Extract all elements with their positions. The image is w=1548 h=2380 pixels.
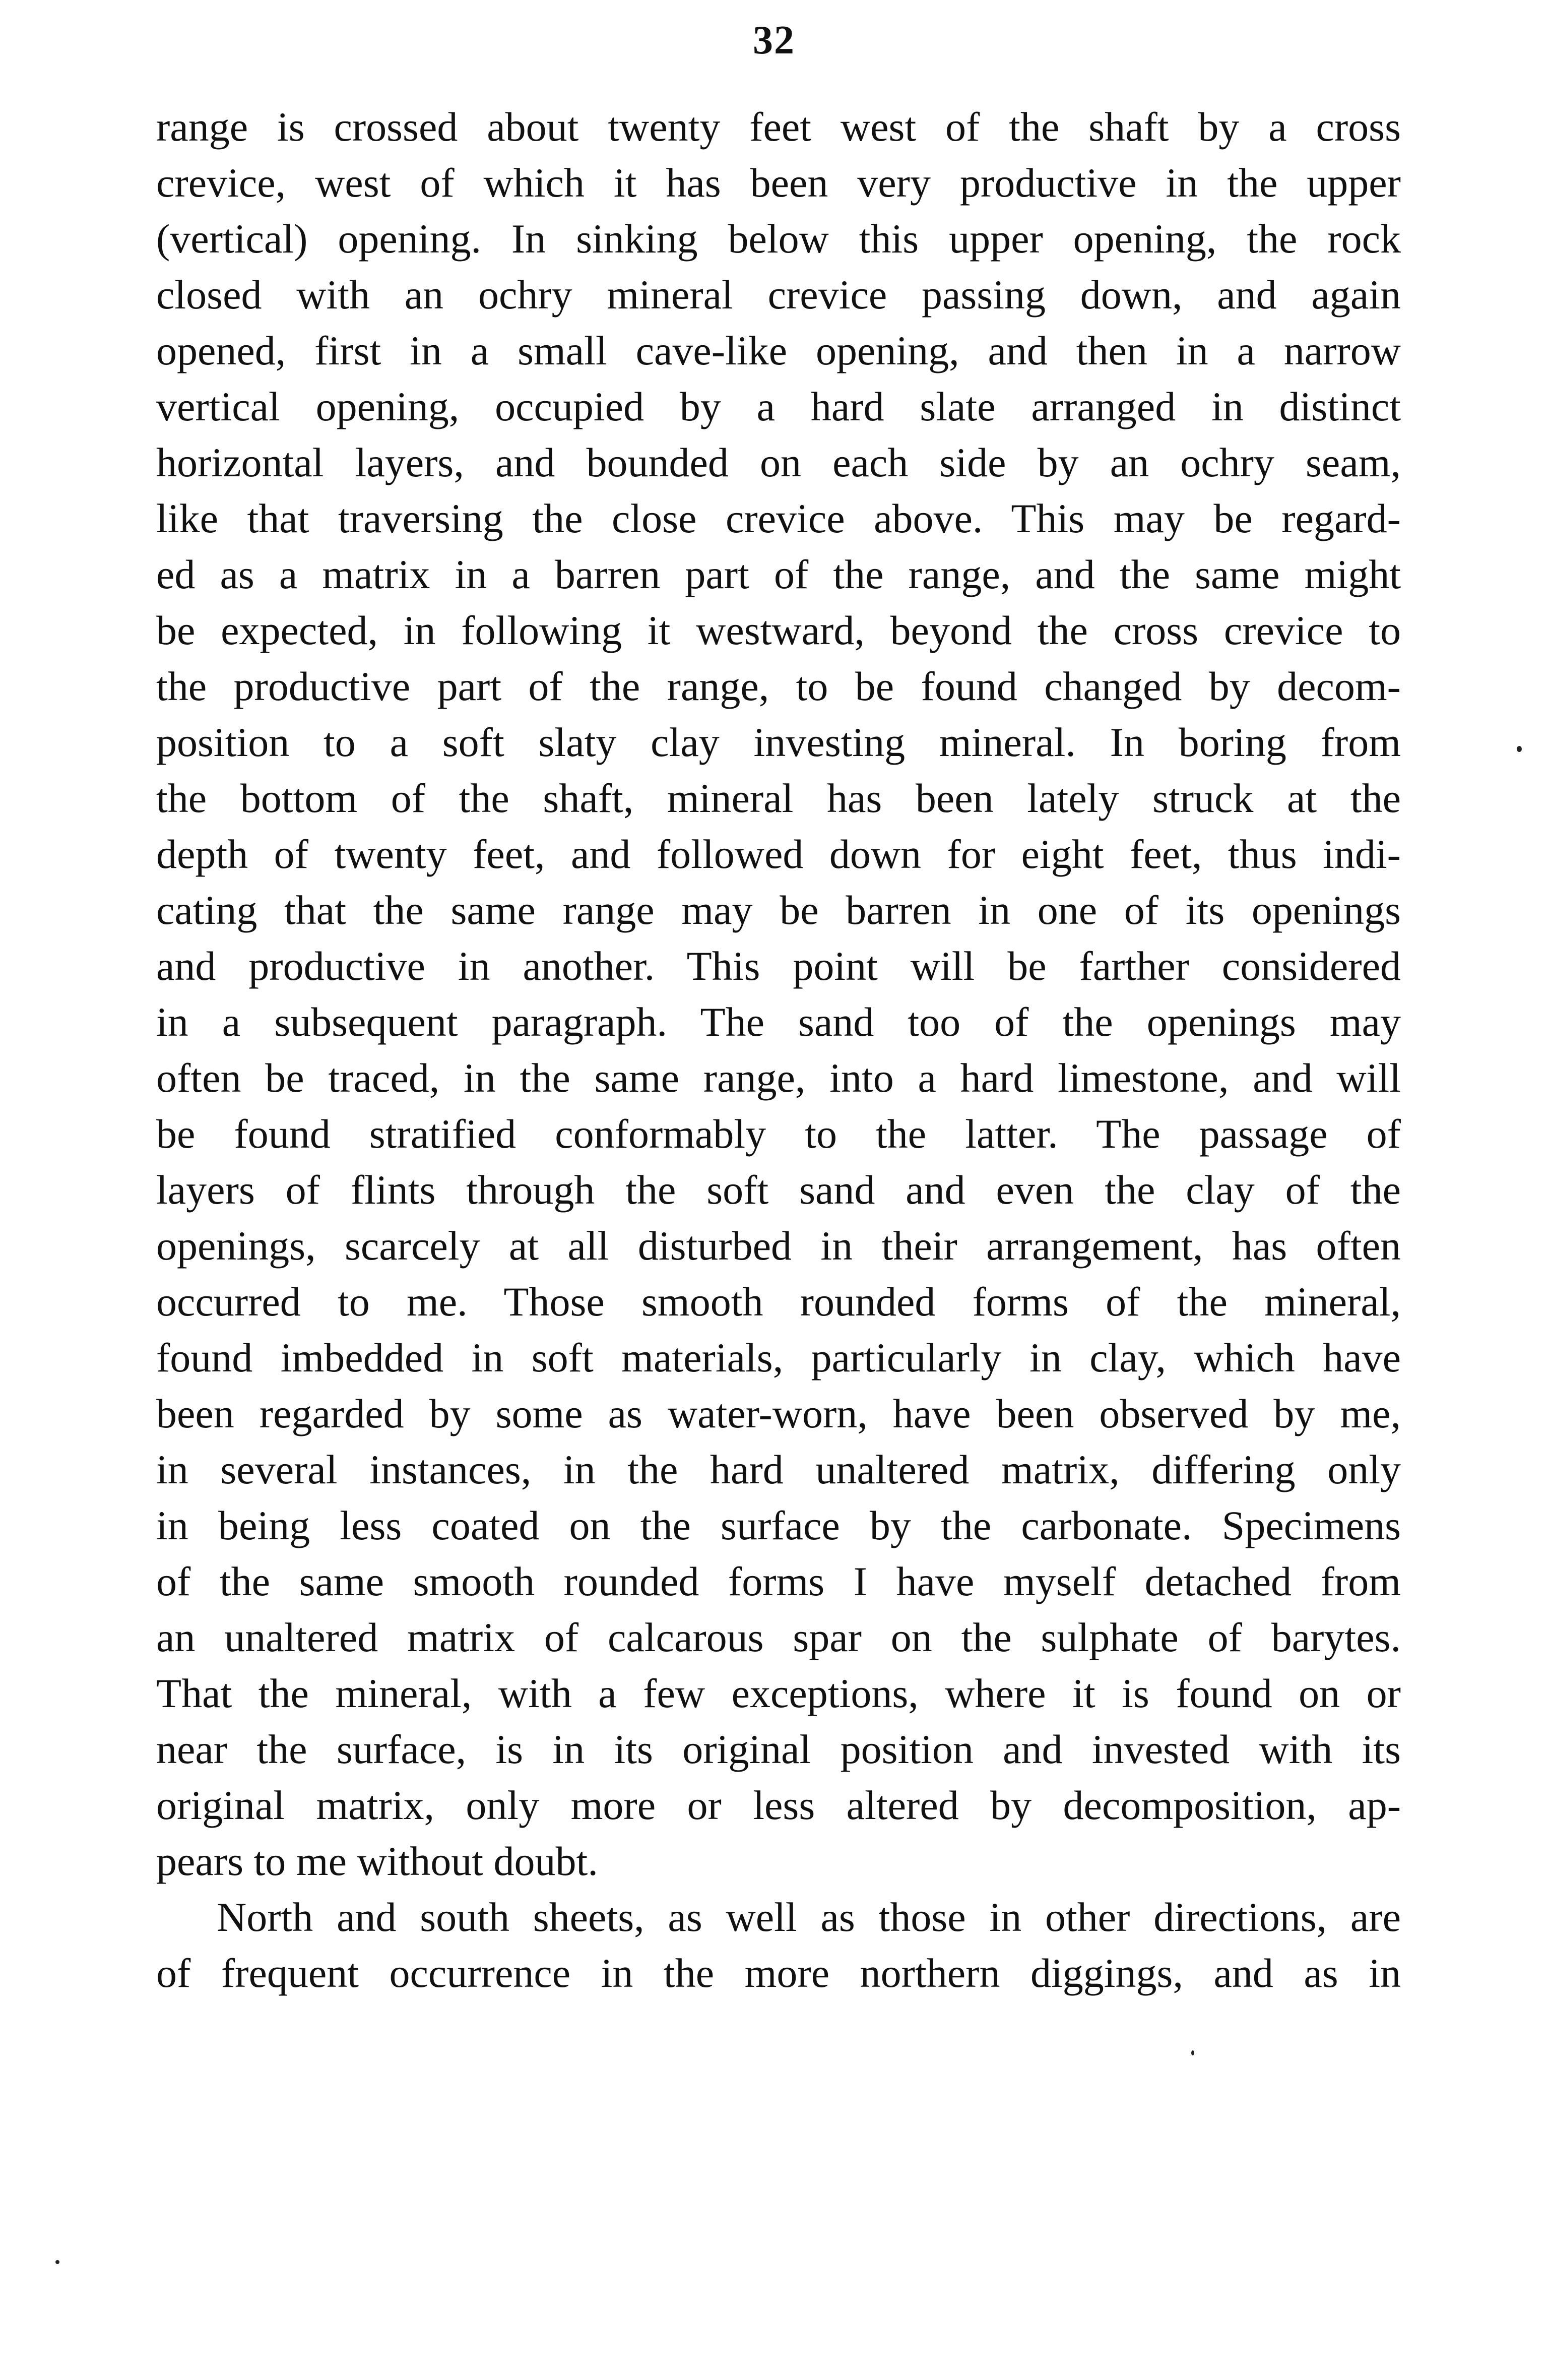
text-line: in several instances, in the hard unaltered matrix, differing only (156, 1447, 1401, 1492)
text-line: horizontal layers, and bounded on each side by an ochry seam, (156, 440, 1401, 485)
text-line: been regarded by some as water-worn, have been observed by me, (156, 1391, 1401, 1436)
text-line: in being less coated on the surface by the carbonate. Specimens (156, 1502, 1401, 1548)
text-line: the bottom of the shaft, mineral has been lately struck at the (156, 775, 1401, 821)
text-line: closed with an ochry mineral crevice passing down, and again (156, 272, 1401, 318)
text-line: That the mineral, with a few exceptions, where it is found on or (156, 1670, 1401, 1716)
text-line: found imbedded in soft materials, particularly in clay, which have (156, 1335, 1401, 1381)
ink-speck (55, 2260, 59, 2264)
text-line: depth of twenty feet, and followed down for eight feet, thus indi- (156, 831, 1401, 877)
text-line: crevice, west of which it has been very productive in the upper (156, 160, 1401, 206)
ink-speck (1517, 746, 1522, 752)
text-line: an unaltered matrix of calcarous spar on the sulphate of barytes. (156, 1614, 1401, 1660)
text-line: opened, first in a small cave-like opening, and then in a narrow (156, 328, 1401, 373)
text-line: layers of flints through the soft sand and even the clay of the (156, 1167, 1401, 1213)
text-line: near the surface, is in its original position and invested with its (156, 1726, 1401, 1772)
text-line: openings, scarcely at all disturbed in their arrangement, has often (156, 1223, 1401, 1269)
text-line: range is crossed about twenty feet west of the shaft by a cross (156, 104, 1401, 150)
page-number: 32 (753, 18, 795, 62)
text-line: occurred to me. Those smooth rounded forms of the mineral, (156, 1279, 1401, 1325)
text-line: ed as a matrix in a barren part of the range, and the same might (156, 551, 1401, 597)
text-line: original matrix, only more or less altered by decomposition, ap- (156, 1782, 1401, 1828)
text-line: vertical opening, occupied by a hard slate arranged in distinct (156, 384, 1401, 429)
text-line: (vertical) opening. In sinking below this upper opening, the rock (156, 216, 1401, 262)
text-line: like that traversing the close crevice above. This may be regard- (156, 495, 1401, 541)
text-line: pears to me without doubt. (156, 1838, 598, 1884)
ink-speck (1191, 2050, 1194, 2055)
body-text (156, 99, 1401, 2001)
text-line: often be traced, in the same range, into a hard limestone, and will (156, 1055, 1401, 1101)
text-line: position to a soft slaty clay investing mineral. In boring from (156, 719, 1401, 765)
text-line: of the same smooth rounded forms I have myself detached from (156, 1558, 1401, 1604)
text-line: in a subsequent paragraph. The sand too of the openings may (156, 999, 1401, 1045)
text-line: be expected, in following it westward, beyond the cross crevice to (156, 607, 1401, 653)
text-line: and productive in another. This point will be farther considered (156, 943, 1401, 989)
text-line: of frequent occurrence in the more northern diggings, and as in (156, 1950, 1401, 1996)
text-line: be found stratified conformably to the latter. The passage of (156, 1111, 1401, 1157)
text-line: the productive part of the range, to be found changed by decom- (156, 663, 1401, 709)
text-line: cating that the same range may be barren in one of its openings (156, 887, 1401, 933)
text-line: North and south sheets, as well as those in other directions, are (217, 1894, 1401, 1940)
